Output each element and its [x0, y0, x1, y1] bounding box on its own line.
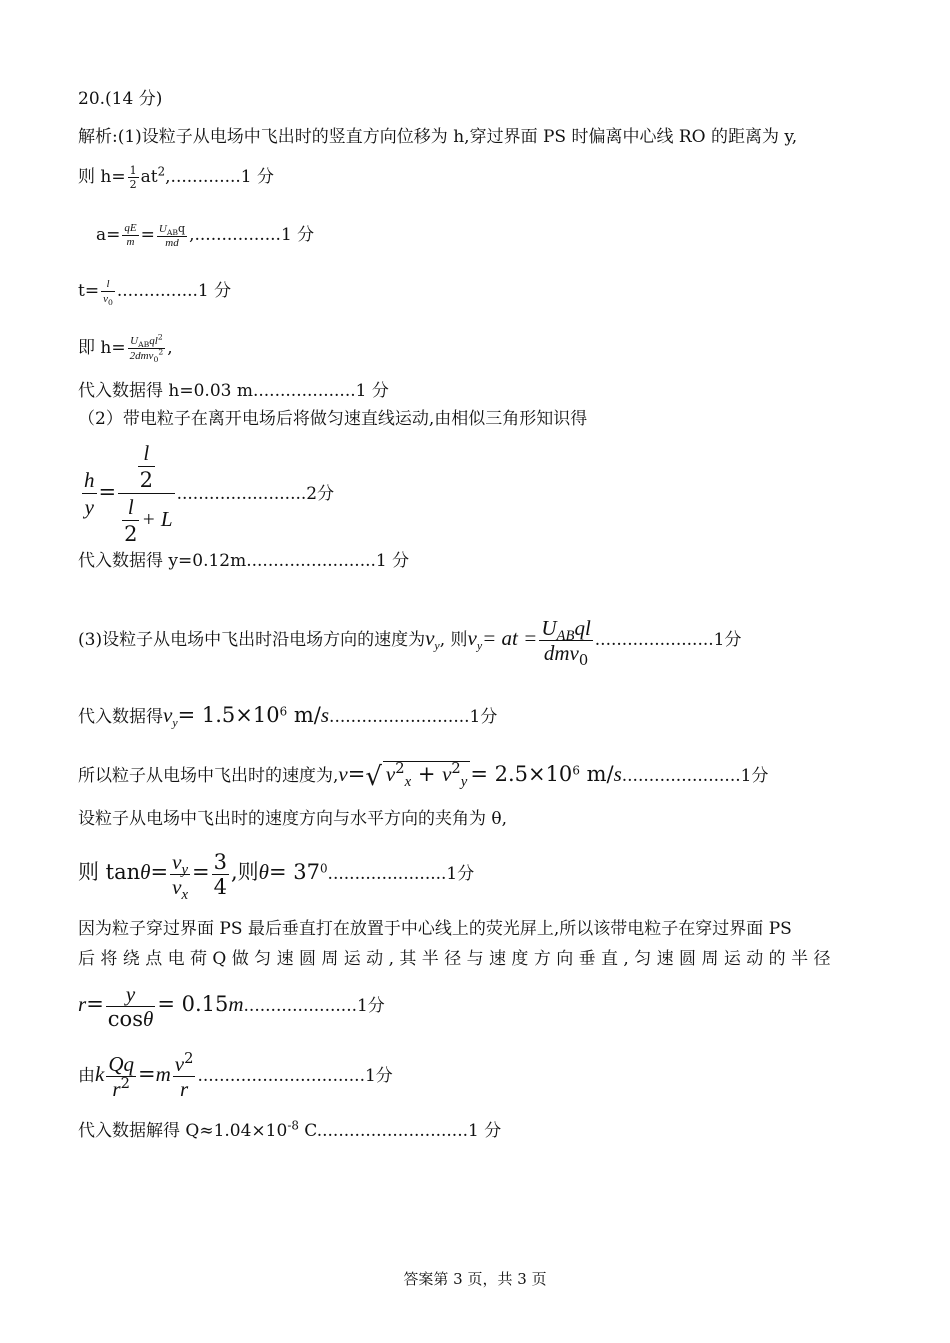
num: h — [84, 468, 95, 492]
problem-header: 20.(14 分) — [78, 89, 163, 109]
result-h: 代入数据得 h=0.03 m...................1 分 — [78, 381, 389, 401]
top-num: l — [138, 440, 155, 467]
reason-text-1: 因为粒子穿过界面 PS 最后垂直打在放置于中心线上的荧光屏上,所以该带电粒子在穿过界面 PS — [78, 919, 792, 939]
score: ...............1 分 — [116, 281, 232, 301]
vx-sub: x — [404, 774, 412, 791]
eq-h-rest: at — [140, 167, 158, 187]
score: ..........................1分 — [329, 707, 498, 727]
reason-text-2: 后 将 绕 点 电 荷 Q 做 匀 速 圆 周 运 动 , 其 半 径 与 速 度 方 向 垂 直 , 匀 速 圆 周 运 动 的 半 径 — [78, 949, 831, 969]
result-vy — [78, 703, 497, 730]
text: 代入数据得 — [78, 707, 163, 727]
value: = 2.5×10 — [470, 762, 573, 786]
mid: ,则 — [230, 860, 259, 884]
r: r — [78, 992, 87, 1016]
num-u: U — [130, 335, 139, 347]
num-u: U — [541, 616, 557, 640]
theta: θ — [142, 1007, 154, 1031]
eq-h — [78, 162, 274, 192]
eq-sign: = — [140, 225, 155, 245]
text: 所以粒子从电场中飞出时的速度为, — [78, 766, 339, 786]
vx-exp: 2 — [395, 760, 405, 777]
num: l — [101, 278, 115, 292]
exp: 6 — [572, 763, 580, 778]
num: Qq — [108, 1052, 134, 1076]
eq-vy — [78, 616, 742, 670]
top-den: 2 — [139, 468, 154, 492]
num: y — [106, 982, 156, 1007]
num-sub: AB — [556, 628, 575, 645]
eq: = — [138, 1062, 156, 1086]
num: qE — [124, 222, 137, 234]
score: .....................1分 — [243, 996, 385, 1016]
plus: + — [411, 762, 443, 786]
den: 4 — [213, 875, 227, 899]
num-sub: y — [181, 862, 188, 879]
num-tail: ql — [574, 616, 591, 640]
den: v — [172, 875, 182, 899]
num: v — [172, 850, 182, 874]
den: v — [103, 292, 108, 305]
part2-text: （2）带电粒子在离开电场后将做匀速直线运动,由相似三角形知识得 — [78, 409, 588, 429]
den: 2dmv — [129, 350, 154, 362]
bot-tail: + L — [141, 507, 173, 531]
fraction-qq-r2 — [106, 1052, 136, 1101]
v2: v — [467, 626, 477, 650]
theta: θ — [140, 860, 151, 884]
eq: = — [150, 860, 169, 884]
score: ......................1分 — [594, 630, 742, 650]
bot-num: l — [122, 494, 139, 521]
num-exp: 2 — [157, 332, 163, 342]
text: 由 — [78, 1066, 95, 1086]
score: ......................1分 — [621, 766, 769, 786]
eq-at: = at = — [482, 626, 538, 650]
fraction-vy-vx — [170, 850, 190, 904]
v2-sub: y — [476, 638, 483, 653]
part3-text: (3)设粒子从电场中飞出时沿电场方向的速度为 — [78, 630, 426, 650]
den: m — [126, 236, 135, 248]
intro-text: 解析:(1)设粒子从电场中飞出时的竖直方向位移为 h,穿过界面 PS 时偏离中心线 RO 的距离为 y, — [78, 127, 798, 147]
den-exp: 2 — [158, 347, 164, 357]
text: 代入数据解得 Q≈1.04×10 — [78, 1121, 288, 1141]
eq2: = — [191, 860, 210, 884]
den-exp: 2 — [120, 1075, 130, 1092]
fraction-half — [128, 164, 139, 191]
eq-similar — [80, 440, 334, 547]
den: cos — [107, 1007, 143, 1031]
num: v — [174, 1052, 185, 1076]
score: ......................1分 — [327, 864, 475, 884]
vy: v — [442, 762, 452, 786]
mid: , 则 — [439, 630, 468, 650]
result-v: 所以粒子从电场中飞出时的速度为,v=√ $v^2_x + v^2_y = 2.5\times 10^6$ m/s......................1分 — [78, 760, 769, 792]
result-q — [78, 1120, 501, 1142]
vx: v — [385, 762, 396, 786]
fraction-qe-m — [122, 222, 138, 249]
v-sub: y — [172, 715, 178, 730]
angle-text: 设粒子从电场中飞出时的速度方向与水平方向的夹角为 θ, — [78, 809, 508, 829]
fraction-l-v0 — [101, 278, 115, 306]
den: dmv — [543, 641, 579, 665]
den: r — [180, 1077, 189, 1101]
sqrt-expr — [383, 760, 470, 791]
fraction-vy — [539, 616, 592, 670]
eq-a-prefix: a= — [96, 225, 121, 245]
score: ,................1 分 — [189, 225, 315, 245]
num-exp: 2 — [184, 1050, 194, 1067]
fraction-big — [118, 440, 174, 547]
eq-prefix: 即 h= — [78, 338, 126, 358]
eq-t-prefix: t= — [78, 281, 100, 301]
num-sub: AB — [138, 340, 150, 350]
text: 则 tan — [78, 860, 141, 884]
m: m — [155, 1062, 171, 1086]
tail: C............................1 分 — [298, 1121, 502, 1141]
eq-h-full — [78, 333, 173, 363]
eq-a — [96, 220, 314, 250]
k: k — [95, 1062, 105, 1086]
result-y: 代入数据得 y=0.12m........................1 分 — [78, 551, 410, 571]
num-rest: ql — [149, 335, 158, 347]
den: md — [165, 236, 179, 249]
den: r — [112, 1077, 121, 1101]
num: 1 — [129, 164, 137, 177]
num-u: U — [158, 222, 167, 235]
v: v — [425, 626, 435, 650]
theta2: θ — [258, 860, 269, 884]
unit-s: s — [613, 762, 622, 786]
den: 2 — [129, 178, 137, 191]
eq-t — [78, 276, 231, 306]
unit: m — [228, 992, 244, 1016]
score: ........................2分 — [176, 484, 335, 504]
value: = 1.5×10 — [177, 703, 280, 727]
eq-r — [78, 982, 385, 1031]
eq: = — [86, 992, 104, 1016]
fraction-uq-md — [157, 222, 187, 250]
fraction-v2-r — [173, 1052, 196, 1101]
den-sub: 0 — [578, 652, 589, 670]
num-sub: AB — [166, 227, 179, 237]
score: ...............................1分 — [197, 1066, 393, 1086]
eq: = — [347, 762, 366, 786]
eq-tan — [78, 850, 475, 904]
den: y — [84, 495, 94, 519]
eq-sign: = — [98, 480, 117, 504]
den-sub: x — [181, 887, 188, 904]
den-sub: 0 — [153, 355, 159, 365]
fraction-h-expr — [128, 334, 166, 363]
score: ,.............1 分 — [165, 167, 275, 187]
value: = 37 — [268, 860, 320, 884]
unit-s: s — [320, 703, 330, 727]
page-footer: 答案第 3 页，共 3 页 — [403, 1270, 547, 1288]
bot-den: 2 — [124, 522, 138, 546]
eq-coulomb — [78, 1052, 393, 1101]
vy-sub: y — [460, 774, 468, 791]
exp: 0 — [319, 861, 328, 876]
exp: -8 — [287, 1118, 299, 1133]
fraction-3-4 — [212, 850, 229, 899]
num: 3 — [213, 850, 227, 874]
fraction-h-y — [82, 467, 97, 520]
exp: 2 — [157, 164, 166, 179]
v: v — [338, 762, 348, 786]
den-sub: 0 — [107, 297, 113, 307]
unit: m/ — [287, 703, 321, 727]
eq-h-prefix: 则 h= — [78, 167, 126, 187]
exp: 6 — [279, 704, 288, 719]
num-tail: q — [178, 221, 186, 235]
vy-exp: 2 — [451, 760, 461, 777]
unit: m/ — [579, 762, 614, 786]
v-sub: y — [434, 638, 440, 653]
fraction-y-cos — [106, 982, 156, 1031]
v: v — [163, 703, 173, 727]
tail: , — [167, 338, 173, 358]
value: = 0.15 — [157, 992, 229, 1016]
